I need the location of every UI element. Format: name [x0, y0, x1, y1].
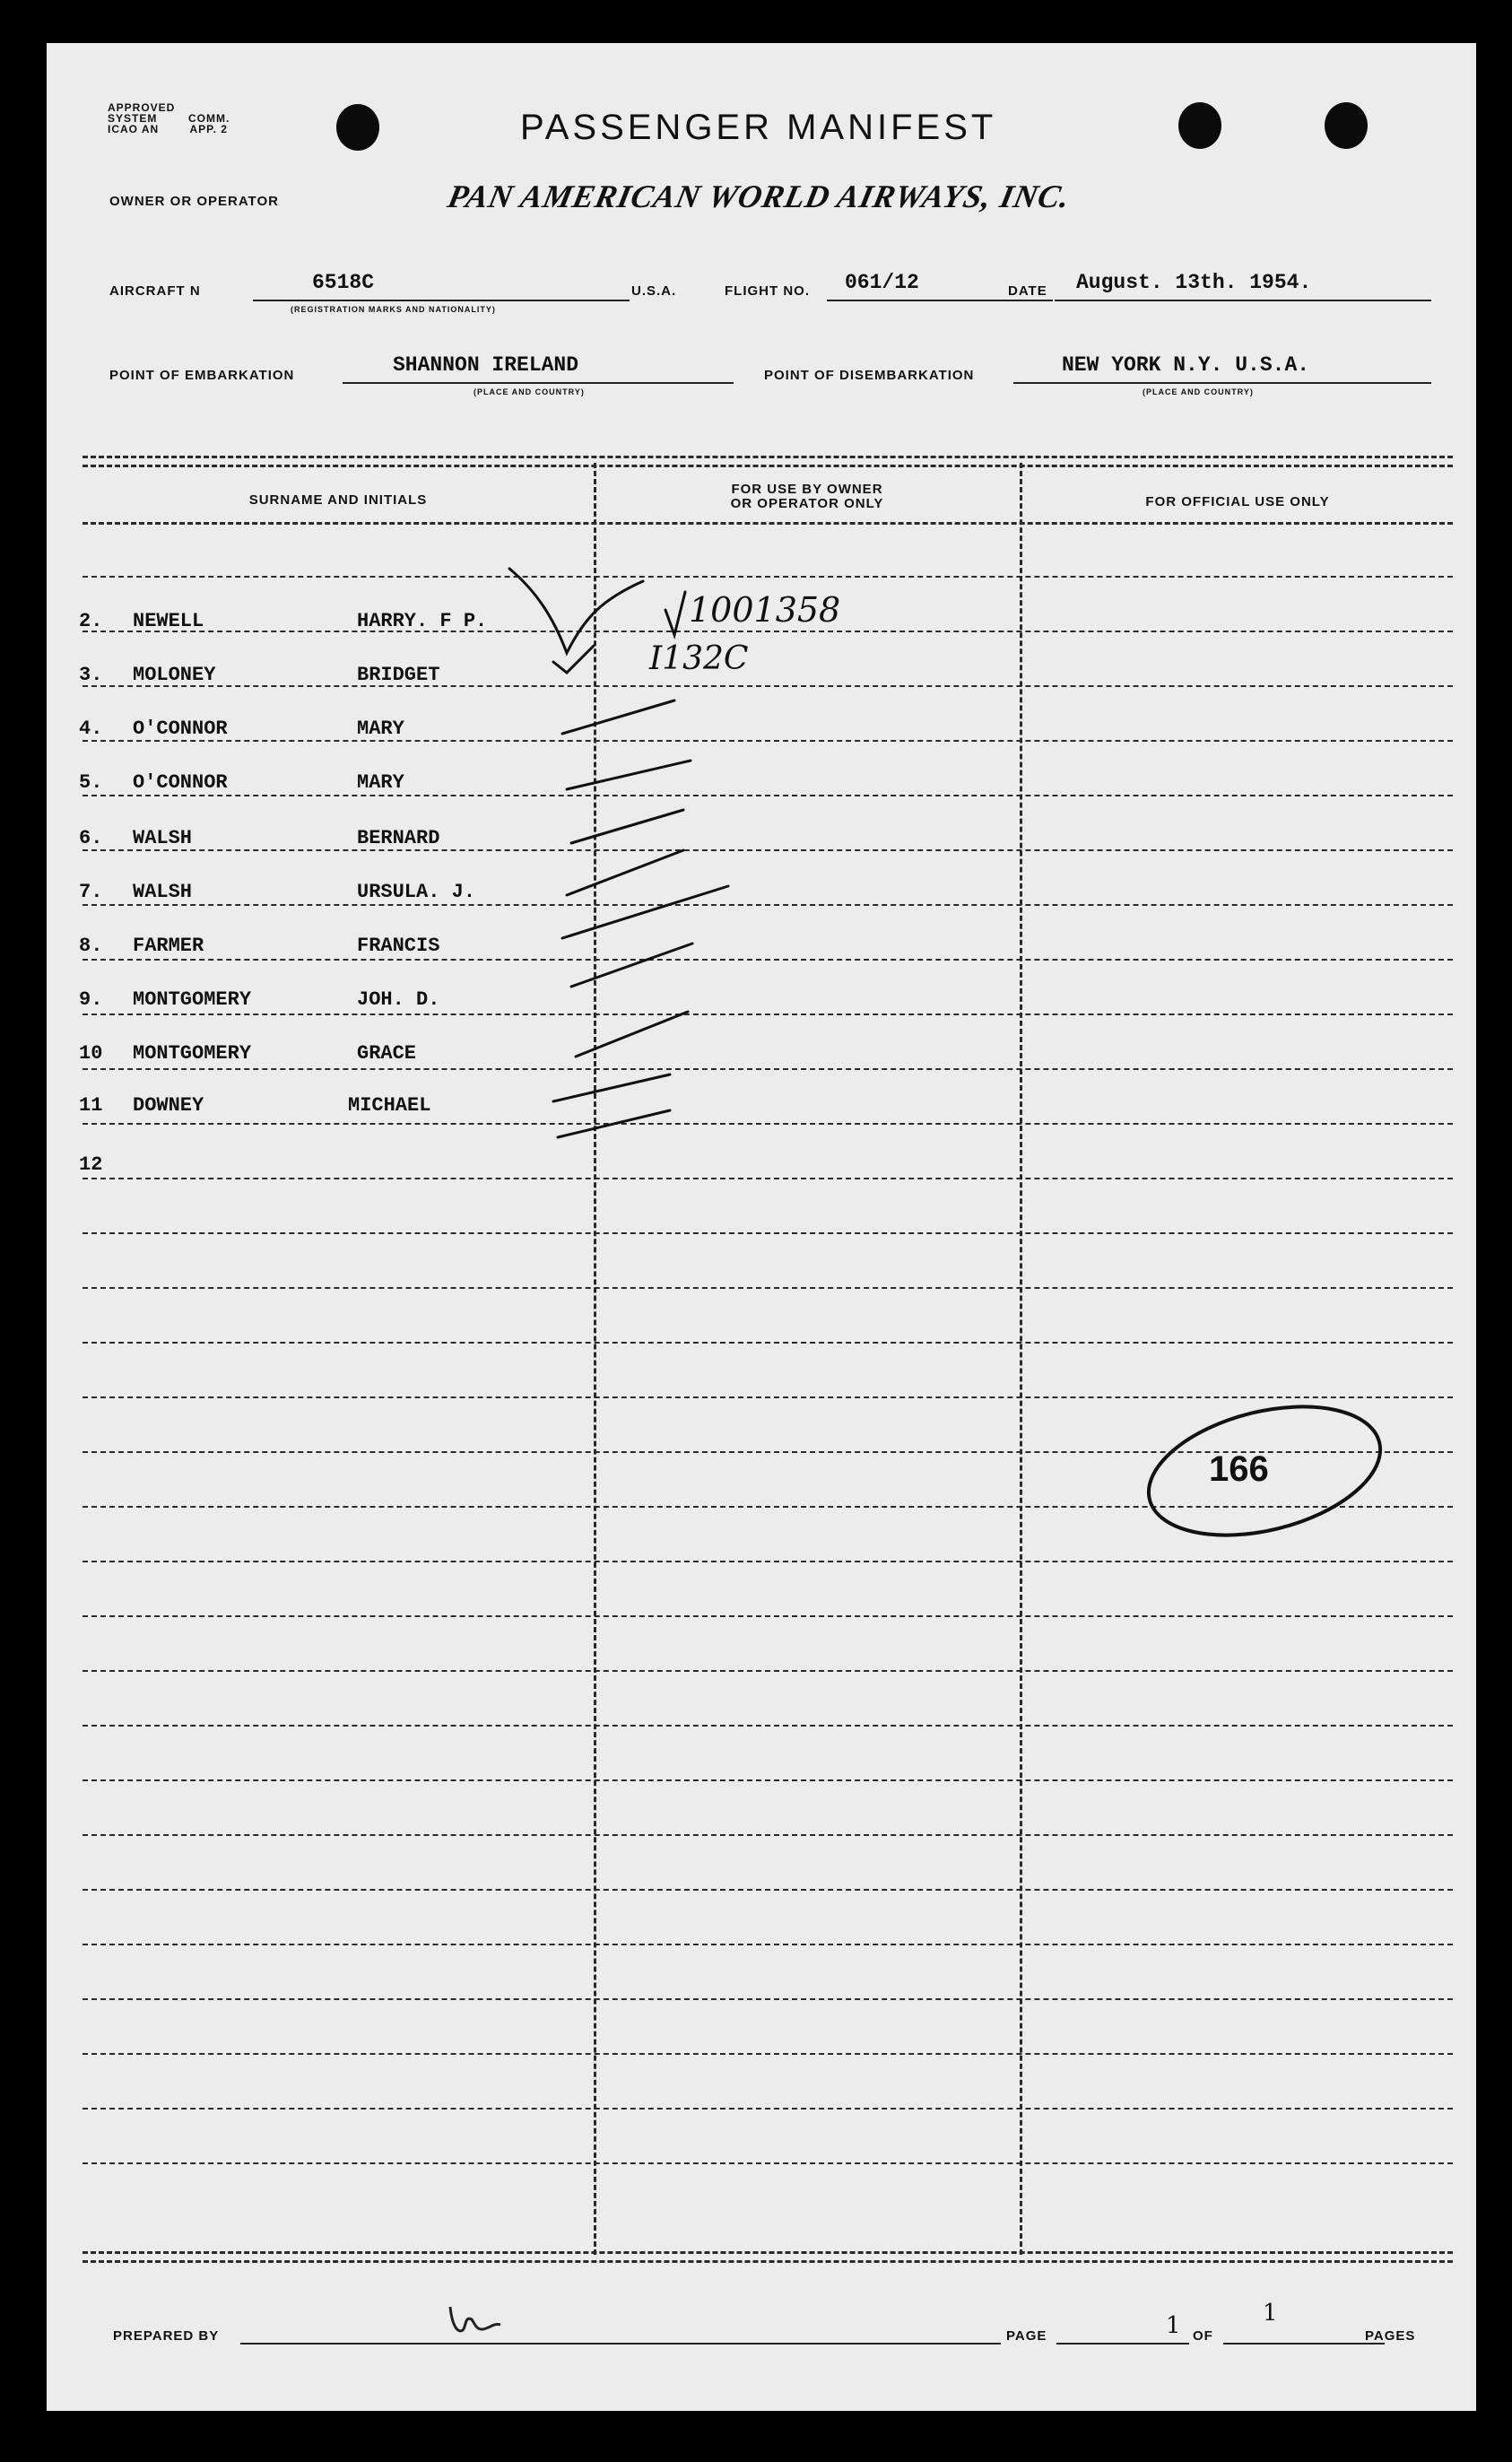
divider — [83, 2251, 1453, 2254]
passenger-surname: WALSH — [133, 827, 193, 849]
stamp-number: 166 — [1209, 1449, 1269, 1489]
passenger-surname: MONTGOMERY — [133, 988, 252, 1011]
row-number: 11 — [79, 1094, 103, 1117]
passenger-given-name: JOH. D. — [357, 988, 440, 1011]
row-number: 2. — [79, 610, 103, 632]
passenger-surname: MONTGOMERY — [133, 1042, 252, 1065]
passenger-surname: MOLONEY — [133, 664, 216, 686]
prepared-by-signature — [441, 2298, 513, 2343]
prepared-by-label: PREPARED BY — [113, 2328, 220, 2344]
manifest-paper — [47, 43, 1476, 2411]
passenger-given-name: URSULA. J. — [357, 881, 476, 903]
passenger-surname: FARMER — [133, 935, 204, 957]
passenger-given-name: MICHAEL — [348, 1094, 431, 1117]
embark-label: POINT OF EMBARKATION — [109, 368, 295, 383]
approval-line: APPROVED — [108, 101, 176, 114]
column-header-owner: FOR USE BY OWNER OR OPERATOR ONLY — [730, 482, 884, 511]
handwritten-note: 1001358 — [689, 590, 841, 630]
passenger-given-name: FRANCIS — [357, 935, 440, 957]
disembark-label: POINT OF DISEMBARKATION — [764, 368, 975, 383]
row-number: 5. — [79, 771, 103, 794]
of-label: OF — [1193, 2328, 1213, 2344]
aircraft-value: 6518C — [312, 271, 375, 294]
passenger-given-name: HARRY. F P. — [357, 610, 488, 632]
passenger-given-name: MARY — [357, 718, 404, 740]
embark-value: SHANNON IRELAND — [393, 353, 579, 377]
embark-sublabel: (PLACE AND COUNTRY) — [474, 387, 585, 396]
divider — [83, 2260, 1453, 2263]
page-label: PAGE — [1006, 2328, 1047, 2344]
usa-label: U.S.A. — [631, 283, 677, 299]
passenger-surname: WALSH — [133, 881, 193, 903]
passenger-given-name: MARY — [357, 771, 404, 794]
page-total: 1 — [1263, 2300, 1278, 2327]
row-number: 9. — [79, 988, 103, 1011]
disembark-sublabel: (PLACE AND COUNTRY) — [1143, 387, 1254, 396]
passenger-given-name: BRIDGET — [357, 664, 440, 686]
row-number: 6. — [79, 827, 103, 849]
row-number: 10 — [79, 1042, 103, 1065]
disembark-value: NEW YORK N.Y. U.S.A. — [1062, 353, 1310, 377]
passenger-given-name: GRACE — [357, 1042, 417, 1065]
page-title: PASSENGER MANIFEST — [520, 108, 997, 147]
passenger-given-name: BERNARD — [357, 827, 440, 849]
pages-label: PAGES — [1365, 2328, 1416, 2344]
flight-value: 061/12 — [845, 271, 919, 294]
owner-value: PAN AMERICAN WORLD AIRWAYS, INC. — [444, 178, 1074, 214]
approval-line: SYSTEM COMM. — [108, 112, 230, 125]
row-number: 7. — [79, 881, 103, 903]
passenger-surname: NEWELL — [133, 610, 204, 632]
column-header-surname: SURNAME AND INITIALS — [248, 492, 428, 508]
handwritten-note: I132C — [649, 640, 749, 677]
date-value: August. 13th. 1954. — [1076, 271, 1312, 294]
date-label: DATE — [1008, 283, 1047, 299]
page-number: 1 — [1166, 2312, 1181, 2339]
column-header-official: FOR OFFICIAL USE ONLY — [1145, 494, 1330, 509]
row-number: 4. — [79, 718, 103, 740]
owner-label: OWNER OR OPERATOR — [109, 194, 279, 209]
passenger-surname: O'CONNOR — [133, 718, 228, 740]
row-number: 12 — [79, 1153, 103, 1176]
aircraft-label: AIRCRAFT N — [109, 283, 201, 299]
approval-line: ICAO AN APP. 2 — [108, 123, 228, 135]
passenger-surname: DOWNEY — [133, 1094, 204, 1117]
handwritten-check-marks — [47, 43, 1476, 2411]
flight-label: FLIGHT NO. — [725, 283, 810, 299]
aircraft-sublabel: (REGISTRATION MARKS AND NATIONALITY) — [291, 305, 496, 314]
row-number: 8. — [79, 935, 103, 957]
row-number: 3. — [79, 664, 103, 686]
passenger-surname: O'CONNOR — [133, 771, 228, 794]
